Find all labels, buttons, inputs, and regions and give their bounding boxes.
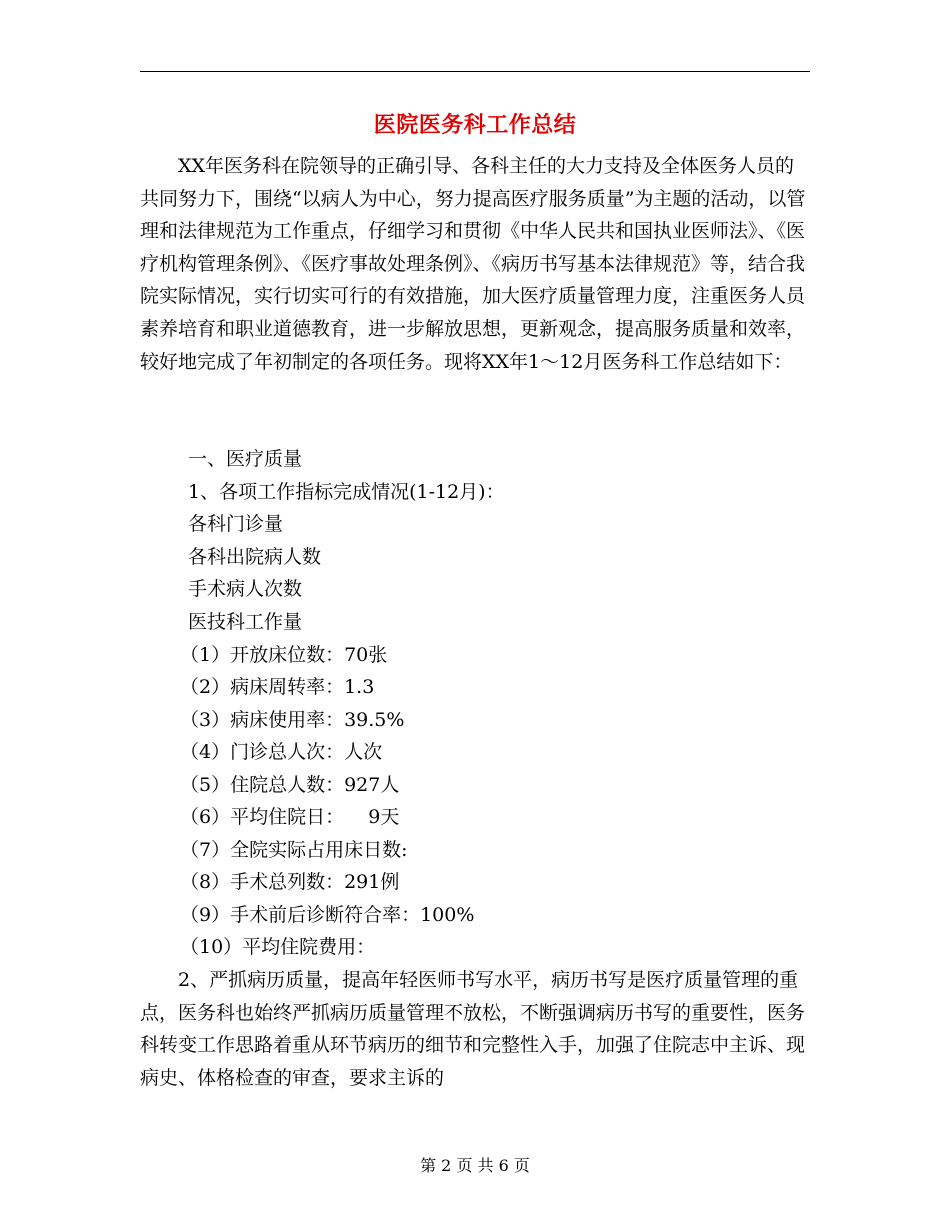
indicator-item: （3）病床使用率：39.5% [180,709,405,731]
medical-record-paragraph: 2、严抓病历质量，提高年轻医师书写水平，病历书写是医疗质量管理的重点，医务科也始终严抓病历质量管理不放松，不断强调病历书写的重要性，医务科转变工作思路着重从环节病历的细节和完整性入手，加强了住院志中主诉、现病史、体格检查的审查，要求主诉的 [140,969,806,1089]
indicator-item: （10）平均住院费用： [180,936,376,958]
indicator-item: （4）门诊总人次：人次 [180,741,383,763]
indicator-item: （7）全院实际占用床日数: [180,839,408,861]
item-heading-indicators: 1、各项工作指标完成情况(1-12月)： [188,481,505,503]
workload-item: 各科门诊量 [188,513,284,535]
indicator-item: （1）开放床位数：70张 [180,644,388,666]
indicator-item: （6）平均住院日： 9天 [180,806,400,828]
workload-item: 各科出院病人数 [188,546,322,568]
header-rule [140,71,810,72]
indicator-item: （9）手术前后诊断符合率：100% [180,904,475,926]
indicator-item: （8）手术总列数：291例 [180,871,400,893]
intro-paragraph: XX年医务科在院领导的正确引导、各科主任的大力支持及全体医务人员的共同努力下，围绕“以病人为中心，努力提高医疗服务质量”为主题的活动，以管理和法律规范为工作重点，仔细学习和贯彻《中华人民共和国执业医师法》、《医疗机构管理条例》、《医疗事故处理条例》、《病历书写基本法律规范》等，结合我院实际情况，实行切实可行的有效措施，加大医疗质量管理力度，注重医务人员素养培育和职业道德教育，进一步解放思想，更新观念，提高服务质量和效率，较好地完成了年初制定的各项任务。现将XX年1～12月医务科工作总结如下： [140,155,806,373]
page-number-footer: 第 2 页 共 6 页 [420,1156,530,1175]
workload-item: 手术病人次数 [188,578,303,600]
document-title: 医院医务科工作总结 [373,112,577,138]
section-heading-medical-quality: 一、医疗质量 [188,448,303,470]
workload-item: 医技科工作量 [188,611,303,633]
indicator-item: （5）住院总人数：927人 [180,774,400,796]
indicator-item: （2）病床周转率：1.3 [180,676,375,698]
